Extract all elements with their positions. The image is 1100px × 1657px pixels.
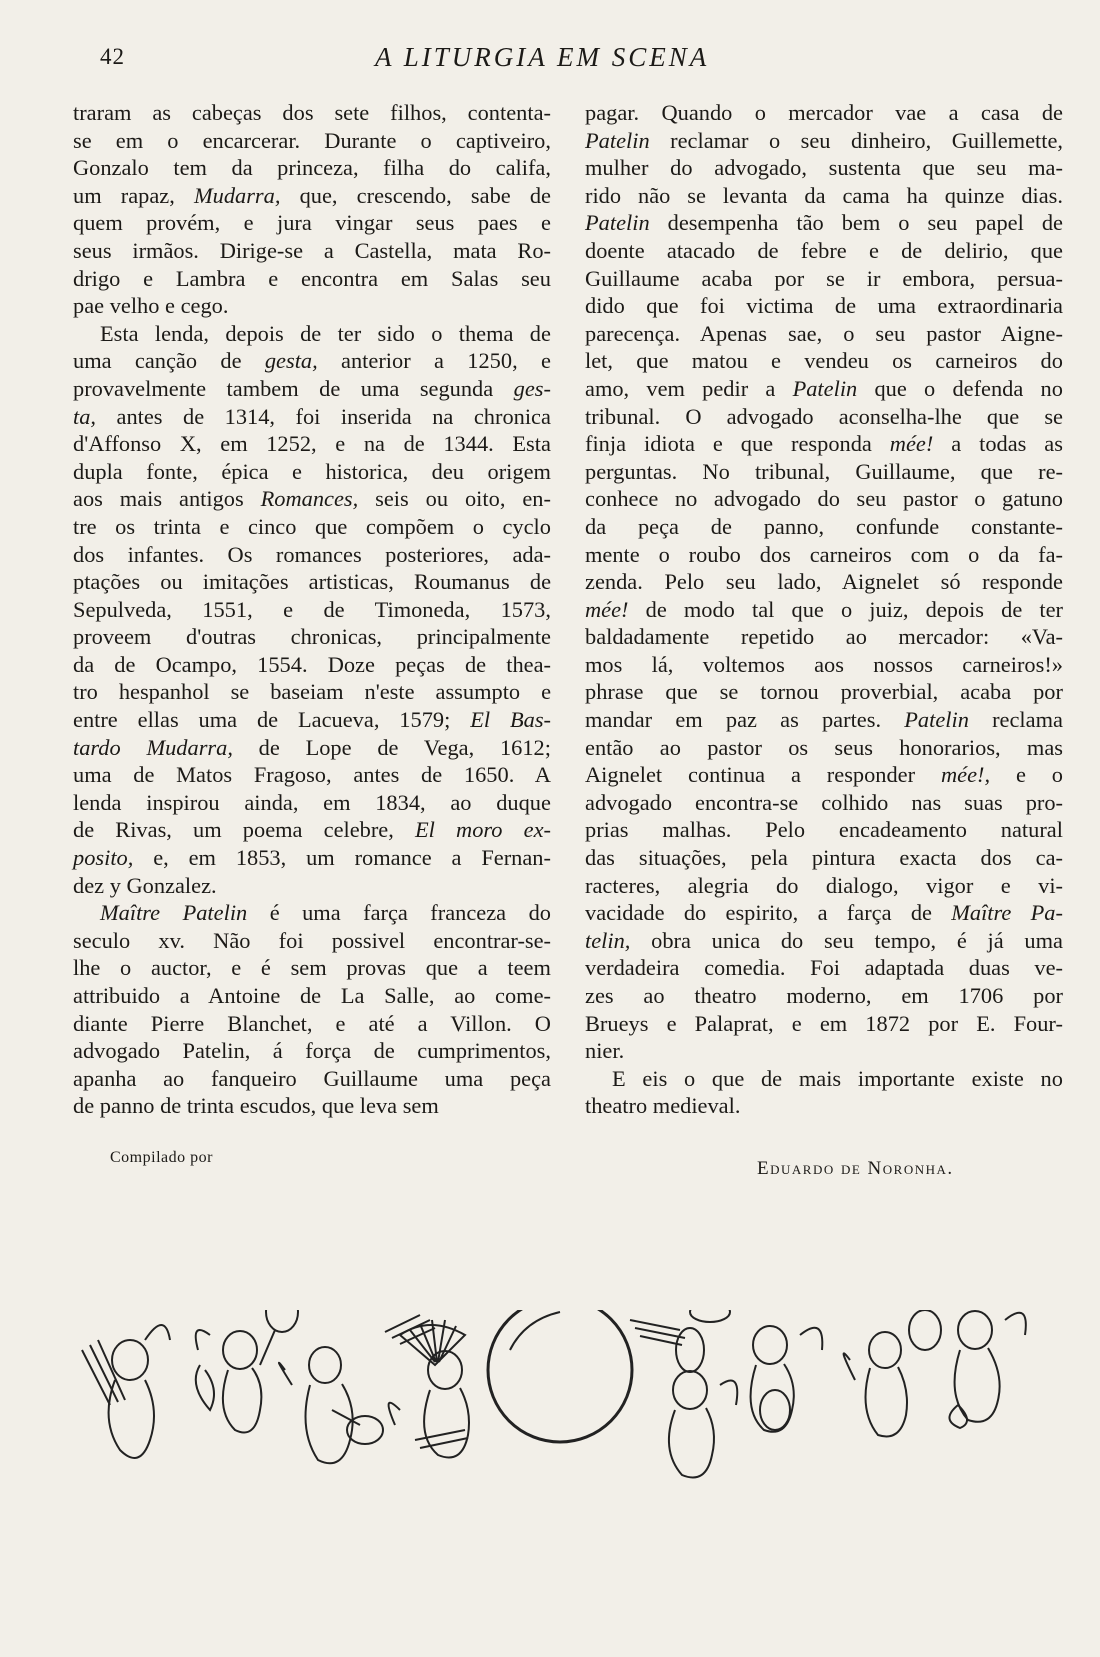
running-title: A LITURGIA EM SCENA <box>375 42 710 72</box>
text-line: de Rivas, um poema celebre, El moro ex- <box>73 817 551 843</box>
cherubs-with-bubble-illustration-icon <box>70 1310 1060 1535</box>
text-line: mos lá, voltemos aos nossos carneiros!» <box>585 651 1063 677</box>
text-line: ta, antes de 1314, foi inserida na chronica <box>73 403 551 429</box>
text-line: Aignelet continua a responder mée!, e o <box>585 762 1063 788</box>
text-line: da de Ocampo, 1554. Doze peças de thea- <box>73 651 551 677</box>
text-line: Patelin desempenha tão bem o seu papel de <box>585 210 1063 236</box>
text-line: um rapaz, Mudarra, que, crescendo, sabe de <box>73 182 551 208</box>
text-line: conhece no advogado do seu pastor o gatuno <box>585 486 1063 512</box>
text-line: Gonzalo tem da princeza, filha do califa, <box>73 155 551 181</box>
text-line: uma de Matos Fragoso, antes de 1650. A <box>73 762 551 788</box>
text-line: mandar em paz as partes. Patelin reclama <box>585 707 1063 733</box>
text-line: advogado Patelin, á força de cumprimentos, <box>73 1038 551 1064</box>
text-line: verdadeira comedia. Foi adaptada duas ve- <box>585 955 1063 981</box>
text-line: Sepulveda, 1551, e de Timoneda, 1573, <box>73 596 551 622</box>
text-line: Maître Patelin é uma farça franceza do <box>100 900 551 926</box>
text-line: zenda. Pelo seu lado, Aignelet só responde <box>585 569 1063 595</box>
text-line: let, que matou e vendeu os carneiros do <box>585 348 1063 374</box>
text-line: phrase que se tornou proverbial, acaba por <box>585 679 1063 705</box>
right-column <box>585 99 1063 1120</box>
text-line: finja idiota e que responda mée! a todas as <box>585 431 1063 457</box>
text-line: lenda inspirou ainda, em 1834, ao duque <box>73 789 551 815</box>
text-line: dido que foi victima de uma extraordinaria <box>585 293 1063 319</box>
text-line: tre os trinta e cinco que compõem o cyclo <box>73 513 551 539</box>
text-line: E eis o que de mais importante existe no <box>612 1065 1063 1091</box>
text-line: doente atacado de febre e de delirio, que <box>585 237 1063 263</box>
text-line: então ao pastor os seus honorarios, mas <box>585 734 1063 760</box>
text-line: Guillaume acaba por se ir embora, persua- <box>585 265 1063 291</box>
text-line: dos infantes. Os romances posteriores, ada- <box>73 541 551 567</box>
text-line: de panno de trinta escudos, que leva sem <box>73 1093 439 1119</box>
text-line: mente o roubo dos carneiros com o da fa- <box>585 541 1063 567</box>
text-line: aos mais antigos Romances, seis ou oito, en- <box>73 486 551 512</box>
text-line: attribuido a Antoine de La Salle, ao come- <box>73 983 551 1008</box>
text-line: das situações, pela pintura exacta dos ca- <box>585 845 1063 871</box>
text-line: Patelin reclamar o seu dinheiro, Guillemette, <box>585 127 1063 153</box>
left-column <box>73 99 551 1120</box>
text-line: baldadamente repetido ao mercador: «Va- <box>585 624 1063 650</box>
text-line: mée! de modo tal que o juiz, depois de ter <box>585 596 1064 622</box>
text-line: rido não se levanta da cama ha quinze dias. <box>585 182 1063 208</box>
text-line: dupla fonte, épica e historica, deu origem <box>73 458 551 484</box>
text-line: tardo Mudarra, de Lope de Vega, 1612; <box>73 734 551 760</box>
text-line: racteres, alegria do dialogo, vigor e vi- <box>585 872 1063 898</box>
text-line: amo, vem pedir a Patelin que o defenda no <box>585 375 1063 401</box>
compiled-by-label: Compilado por <box>110 1149 213 1166</box>
text-line: da peça de panno, confunde constante- <box>585 513 1064 539</box>
text-line: se em o encarcerar. Durante o captiveiro, <box>73 127 551 153</box>
text-line: dez y Gonzalez. <box>73 872 217 898</box>
page-number: 42 <box>100 44 125 69</box>
text-line: prias malhas. Pelo encadeamento natural <box>585 817 1063 843</box>
text-line: posito, e, em 1853, um romance a Fernan- <box>73 845 551 871</box>
text-line: d'Affonso X, em 1252, e na de 1344. Esta <box>73 431 551 457</box>
text-line: Esta lenda, depois de ter sido o thema de <box>100 320 551 346</box>
text-line: parecença. Apenas sae, o seu pastor Aigne- <box>585 320 1063 346</box>
text-line: uma canção de gesta, anterior a 1250, e <box>73 348 551 374</box>
text-line: seculo xv. Não foi possivel encontrar-se- <box>73 927 552 953</box>
text-line: lhe o auctor, e é sem provas que a teem <box>73 955 551 981</box>
text-line: proveem d'outras chronicas, principalmente <box>73 624 551 650</box>
text-line: nier. <box>585 1038 625 1064</box>
text-line: traram as cabeças dos sete filhos, contenta- <box>73 100 551 125</box>
text-line: entre ellas uma de Lacueva, 1579; El Bas- <box>73 707 552 733</box>
text-line: vacidade do espirito, a farça de Maître Pa- <box>585 900 1063 926</box>
text-line: telin, obra unica do seu tempo, é já uma <box>585 927 1063 953</box>
text-line: perguntas. No tribunal, Guillaume, que re- <box>585 458 1063 484</box>
text-line: Brueys e Palaprat, e em 1872 por E. Four- <box>585 1010 1063 1036</box>
text-line: theatro medieval. <box>585 1093 741 1119</box>
text-line: tribunal. O advogado aconselha-lhe que se <box>585 403 1063 429</box>
text-line: drigo e Lambra e encontra em Salas seu <box>73 265 551 291</box>
text-line: zes ao theatro moderno, em 1706 por <box>585 983 1063 1008</box>
text-line: tro hespanhol se baseiam n'este assumpto e <box>73 679 552 705</box>
text-line: advogado encontra-se colhido nas suas pro- <box>585 789 1063 815</box>
text-line: provavelmente tambem de uma segunda ges- <box>73 375 551 401</box>
text-line: diante Pierre Blanchet, e até a Villon. O <box>73 1010 551 1036</box>
text-line: pagar. Quando o mercador vae a casa de <box>585 100 1063 125</box>
text-line: ptações ou imitações artisticas, Roumanus de <box>73 569 552 595</box>
text-line: quem provém, e jura vingar seus paes e <box>73 210 551 236</box>
text-line: mulher do advogado, sustenta que seu ma- <box>585 155 1063 181</box>
text-line: apanha ao fanqueiro Guillaume uma peça <box>73 1065 551 1091</box>
author-signature: Eduardo de Noronha. <box>757 1158 954 1179</box>
text-line: pae velho e cego. <box>73 293 229 319</box>
text-line: seus irmãos. Dirige-se a Castella, mata Ro- <box>73 237 551 263</box>
page-header <box>0 44 1100 78</box>
